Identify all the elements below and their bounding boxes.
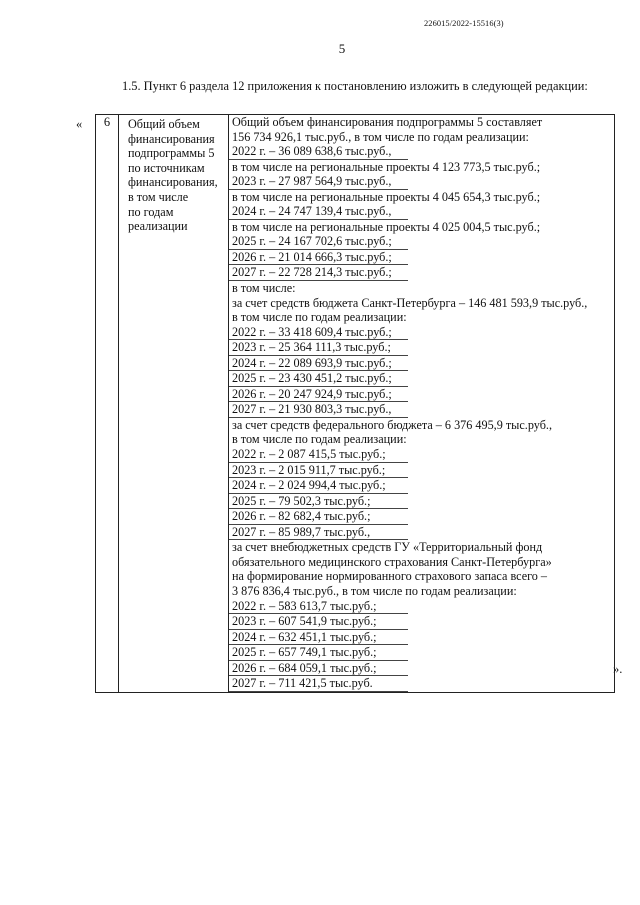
year-amount-line: 2025 г. – 657 749,1 тыс.руб.; <box>229 645 408 661</box>
year-amount-line: 2026 г. – 20 247 924,9 тыс.руб.; <box>229 387 408 403</box>
label-line: Общий объем <box>128 117 200 131</box>
year-amount-line: 2027 г. – 22 728 214,3 тыс.руб.; <box>229 265 408 281</box>
label-line: подпрограммы 5 <box>128 146 215 161</box>
year-amount-line: 2027 г. – 85 989,7 тыс.руб., <box>229 525 408 541</box>
page-number: 5 <box>338 41 346 56</box>
year-amount-line: 2027 г. – 21 930 803,3 тыс.руб., <box>229 402 408 418</box>
content-line: за счет средств бюджета Санкт-Петербурга – 146 481 593,9 тыс.руб., <box>232 295 588 310</box>
year-amount-line: 2026 г. – 82 682,4 тыс.руб.; <box>229 509 408 525</box>
year-amount-line: 2022 г. – 2 087 415,5 тыс.руб.; <box>229 447 408 463</box>
intro-paragraph: 1.5. Пункт 6 раздела 12 приложения к постановлению изложить в следующей редакции: <box>122 79 588 93</box>
content-line: за счет внебюджетных средств ГУ «Территориальный фонд <box>232 540 543 555</box>
label-line: по источникам <box>128 160 205 175</box>
closing-quote: ». <box>613 662 623 676</box>
content-line: в том числе на региональные проекты 4 025 004,5 тыс.руб.; <box>232 219 541 234</box>
content-line: 3 876 836,4 тыс.руб., в том числе по годам реализации: <box>232 583 517 598</box>
content-line: в том числе по годам реализации: <box>232 432 407 447</box>
year-amount-line: 2025 г. – 79 502,3 тыс.руб.; <box>229 494 408 510</box>
label-line: по годам <box>128 204 174 219</box>
year-amount-line: 2025 г. – 24 167 702,6 тыс.руб.; <box>229 234 408 250</box>
financing-table <box>95 114 615 693</box>
year-amount-line: 2024 г. – 24 747 139,4 тыс.руб., <box>229 204 408 220</box>
year-amount-line: 2026 г. – 21 014 666,3 тыс.руб.; <box>229 250 408 266</box>
year-amount-line: 2023 г. – 27 987 564,9 тыс.руб., <box>229 174 408 190</box>
content-line: Общий объем финансирования подпрограммы 5 составляет <box>232 115 543 129</box>
content-line: 156 734 926,1 тыс.руб., в том числе по годам реализации: <box>232 129 529 144</box>
label-line: в том числе <box>128 189 189 204</box>
year-amount-line: 2024 г. – 22 089 693,9 тыс.руб.; <box>229 356 408 372</box>
year-amount-line: 2026 г. – 684 059,1 тыс.руб.; <box>229 661 408 677</box>
content-line: на формирование нормированного страхового запаса всего – <box>232 569 548 584</box>
year-amount-line: 2024 г. – 632 451,1 тыс.руб.; <box>229 630 408 646</box>
document-number: 226015/2022-15516(3) <box>424 19 504 28</box>
year-amount-line: 2023 г. – 25 364 111,3 тыс.руб.; <box>229 340 408 356</box>
year-amount-line: 2022 г. – 583 613,7 тыс.руб.; <box>229 599 408 615</box>
table-row <box>96 115 615 693</box>
year-amount-line: 2022 г. – 33 418 609,4 тыс.руб.; <box>229 325 408 341</box>
row-label <box>119 115 229 693</box>
content-line: за счет средств федерального бюджета – 6 376 495,9 тыс.руб., <box>232 417 552 432</box>
year-amount-line: 2023 г. – 607 541,9 тыс.руб.; <box>229 614 408 630</box>
label-line: реализации <box>128 219 188 234</box>
year-amount-line: 2027 г. – 711 421,5 тыс.руб. <box>229 676 408 692</box>
row-content <box>229 115 615 693</box>
opening-quote: « <box>76 117 83 131</box>
content-line: в том числе по годам реализации: <box>232 310 407 325</box>
content-line: обязательного медицинского страхования Санкт-Петербурга» <box>232 554 552 569</box>
year-amount-line: 2025 г. – 23 430 451,2 тыс.руб.; <box>229 371 408 387</box>
label-line: финансирования <box>128 131 215 146</box>
row-number: 6 <box>96 115 119 693</box>
content-line: в том числе: <box>232 281 296 296</box>
label-line: финансирования, <box>128 175 218 190</box>
year-amount-line: 2022 г. – 36 089 638,6 тыс.руб., <box>229 144 408 160</box>
year-amount-line: 2023 г. – 2 015 911,7 тыс.руб.; <box>229 463 408 479</box>
content-line: в том числе на региональные проекты 4 123 773,5 тыс.руб.; <box>232 159 541 174</box>
content-line: в том числе на региональные проекты 4 045 654,3 тыс.руб.; <box>232 189 541 204</box>
year-amount-line: 2024 г. – 2 024 994,4 тыс.руб.; <box>229 478 408 494</box>
